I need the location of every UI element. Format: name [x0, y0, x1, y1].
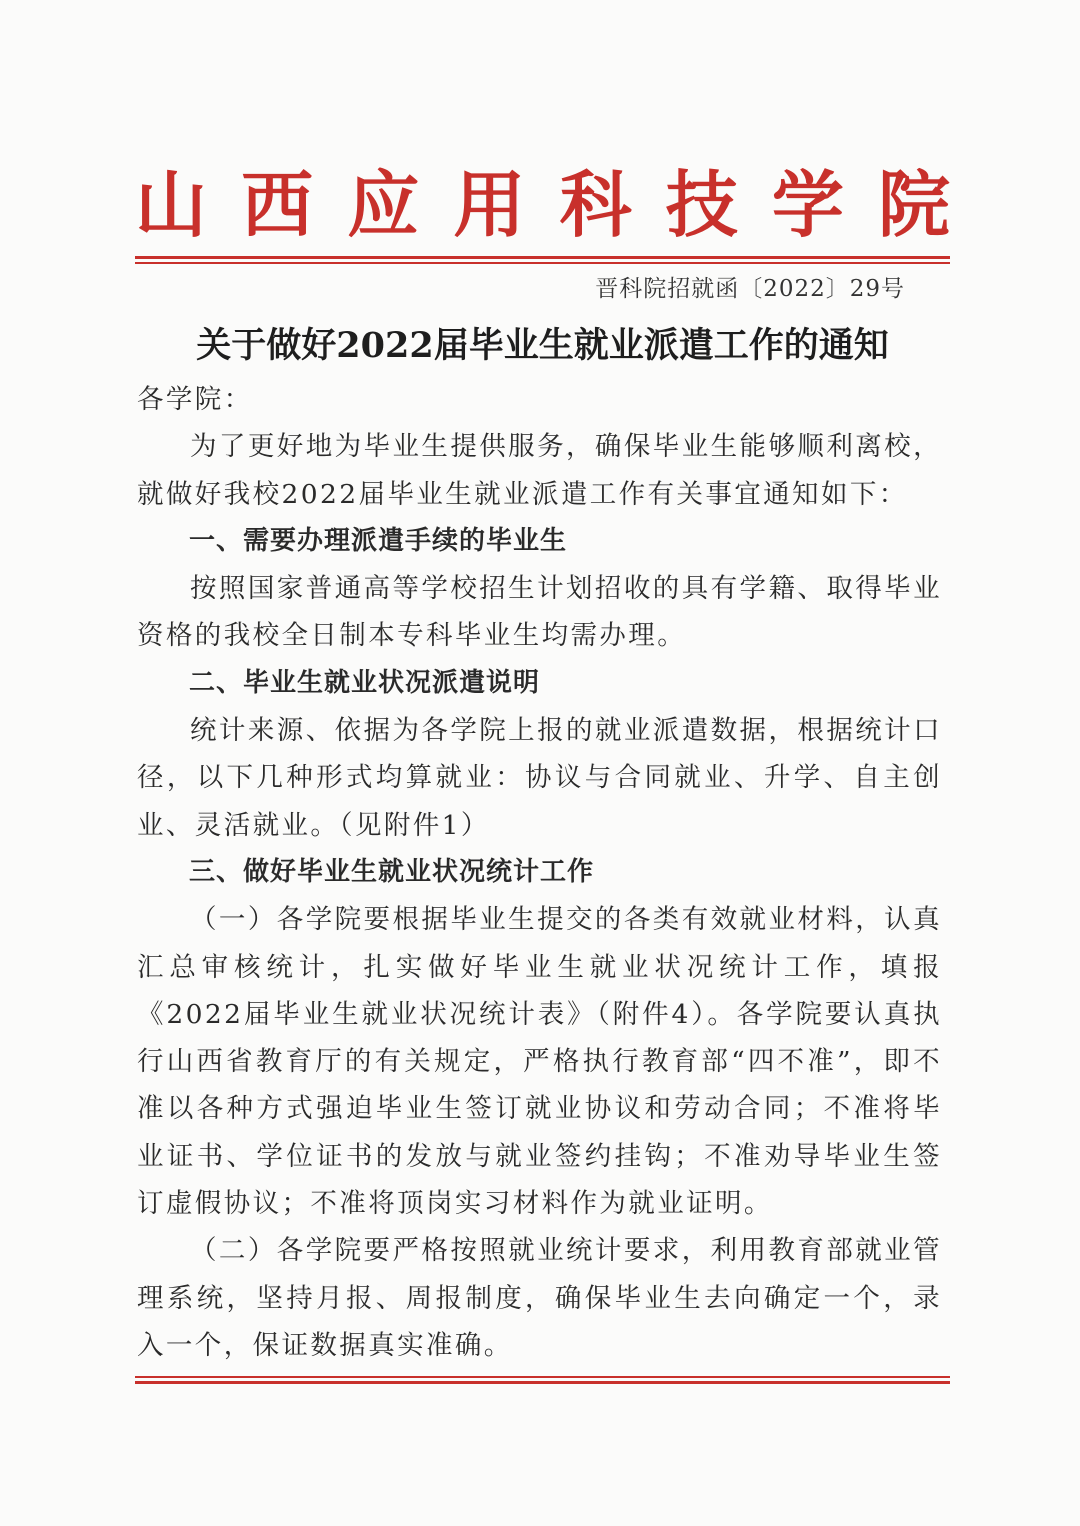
letterhead-school-name	[135, 160, 950, 250]
salutation: 各学院：	[137, 384, 253, 415]
letterhead-char: 院	[877, 162, 950, 247]
letterhead-char: 应	[347, 162, 420, 247]
letterhead-rule-top	[135, 256, 950, 259]
document-number: 晋科院招就函〔2022〕29号	[595, 276, 905, 302]
letterhead-char: 山	[135, 162, 208, 247]
letterhead-char: 学	[771, 162, 844, 247]
document-body	[137, 376, 942, 1369]
letterhead-char: 西	[241, 162, 314, 247]
section-2-paragraph: 统计来源、依据为各学院上报的就业派遣数据，根据统计口径，以下几种形式均算就业：协议与合同就业、升学、自主创业、灵活就业。（见附件1）	[137, 715, 942, 841]
letterhead-char: 科	[559, 162, 632, 247]
section-3-heading: 三、做好毕业生就业状况统计工作	[189, 856, 595, 887]
intro-paragraph: 为了更好地为毕业生提供服务，确保毕业生能够顺利离校，就做好我校2022届毕业生就业派遣工作有关事宜通知如下：	[137, 431, 942, 510]
letterhead-rule-top-thin	[135, 262, 950, 264]
section-2-heading: 二、毕业生就业状况派遣说明	[189, 667, 541, 698]
section-3-item-1: （一）各学院要根据毕业生提交的各类有效就业材料，认真汇总审核统计，扎实做好毕业生就业状况统计工作，填报《2022届毕业生就业状况统计表》（附件4）。各学院要认真执行山西省教育厅的有关规定，严格执行教育部“四不准”，即不准以各种方式强迫毕业生签订就业协议和劳动合同；不准将毕业证书、学位证书的发放与就业签约挂钩；不准劝导毕业生签订虚假协议；不准将顶岗实习材料作为就业证明。	[137, 904, 942, 1220]
section-3-item-2: （二）各学院要严格按照就业统计要求，利用教育部就业管理系统，坚持月报、周报制度，确保毕业生去向确定一个，录入一个，保证数据真实准确。	[137, 1235, 942, 1361]
letterhead-char: 用	[453, 162, 526, 247]
section-1-paragraph: 按照国家普通高等学校招生计划招收的具有学籍、取得毕业资格的我校全日制本专科毕业生均需办理。	[137, 573, 942, 652]
footer-rule-thin	[135, 1376, 950, 1378]
footer-rule	[135, 1381, 950, 1384]
document-title: 关于做好2022届毕业生就业派遣工作的通知	[196, 325, 889, 366]
section-1-heading: 一、需要办理派遣手续的毕业生	[189, 525, 568, 556]
letterhead-char: 技	[665, 162, 738, 247]
